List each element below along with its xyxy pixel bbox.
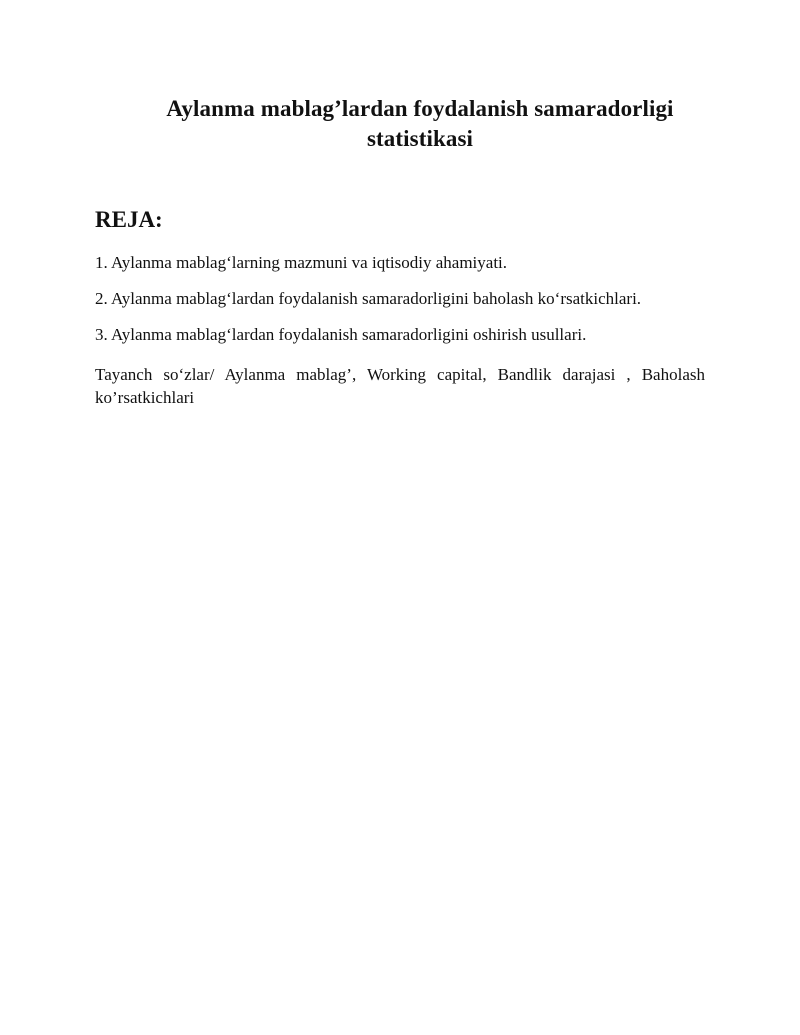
plan-heading: REJA: xyxy=(95,207,163,232)
plan-item: 3. Aylanma mablag‘lardan foydalanish samaradorligini oshirish usullari. xyxy=(95,325,587,344)
title-line-2: statistikasi xyxy=(367,126,473,151)
keywords-line-2: ko’rsatkichlari xyxy=(95,388,195,407)
plan-item: 1. Aylanma mablag‘larning mazmuni va iqtisodiy ahamiyati. xyxy=(95,253,508,272)
plan-item: 2. Aylanma mablag‘lardan foydalanish samaradorligini baholash ko‘rsatkichlari. xyxy=(95,289,642,308)
title-line-1: Aylanma mablag’lardan foydalanish samaradorligi xyxy=(166,96,674,121)
keywords-paragraph xyxy=(95,363,705,409)
plan-list xyxy=(95,252,707,360)
document-title xyxy=(130,94,710,154)
keywords-line-1: Tayanch so‘zlar/ Aylanma mablag’, Working capital, Bandlik darajasi , Baholash xyxy=(95,365,705,384)
